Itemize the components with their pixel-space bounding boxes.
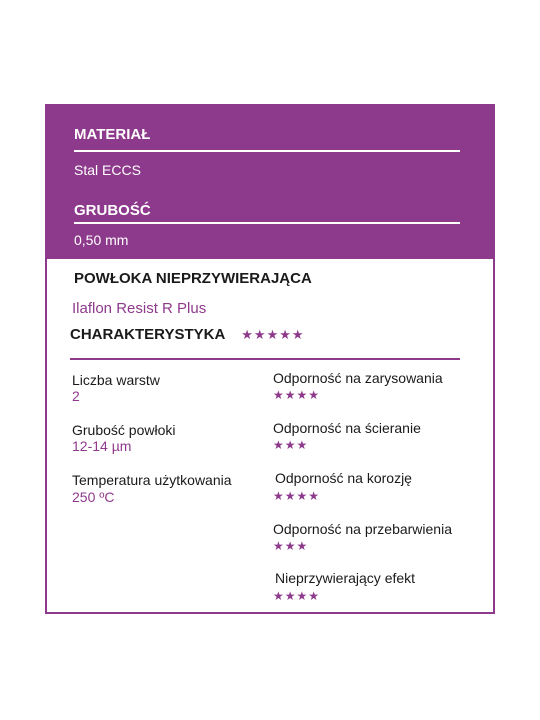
spec-label-coating-thickness: Grubość powłoki (72, 422, 176, 438)
coating-product: Ilaflon Resist R Plus (72, 300, 207, 317)
rating-label-nonstick: Nieprzywierający efekt (275, 570, 416, 586)
thickness-value: 0,50 mm (74, 232, 129, 248)
characteristics-divider (70, 358, 460, 360)
rating-stars-scratch: ★★★★ (273, 388, 321, 402)
rating-stars-abrasion: ★★★ (273, 438, 309, 452)
spec-value-coating-thickness: 12-14 µm (72, 438, 132, 454)
material-value: Stal ECCS (74, 162, 141, 178)
thickness-divider (74, 222, 460, 224)
spec-value-temperature: 250 ºC (72, 489, 115, 505)
material-divider (74, 150, 460, 152)
rating-stars-corrosion: ★★★★ (273, 489, 321, 503)
rating-label-scratch: Odporność na zarysowania (273, 370, 443, 386)
characteristics-row (70, 326, 305, 343)
rating-stars-discoloration: ★★★ (273, 539, 309, 553)
characteristics-stars: ★★★★★ (241, 327, 305, 342)
material-heading: MATERIAŁ (74, 126, 151, 143)
spec-label-layers: Liczba warstw (72, 372, 160, 388)
characteristics-heading: CHARAKTERYSTYKA (70, 326, 226, 343)
header-panel (47, 106, 493, 259)
rating-label-corrosion: Odporność na korozję (275, 470, 412, 486)
rating-label-discoloration: Odporność na przebarwienia (273, 521, 452, 537)
rating-label-abrasion: Odporność na ścieranie (273, 420, 421, 436)
spec-card (45, 104, 495, 614)
spec-label-temperature: Temperatura użytkowania (72, 472, 232, 488)
thickness-heading: GRUBOŚĆ (74, 202, 151, 219)
rating-stars-nonstick: ★★★★ (273, 589, 321, 603)
coating-heading: POWŁOKA NIEPRZYWIERAJĄCA (74, 270, 312, 287)
spec-value-layers: 2 (72, 388, 80, 404)
